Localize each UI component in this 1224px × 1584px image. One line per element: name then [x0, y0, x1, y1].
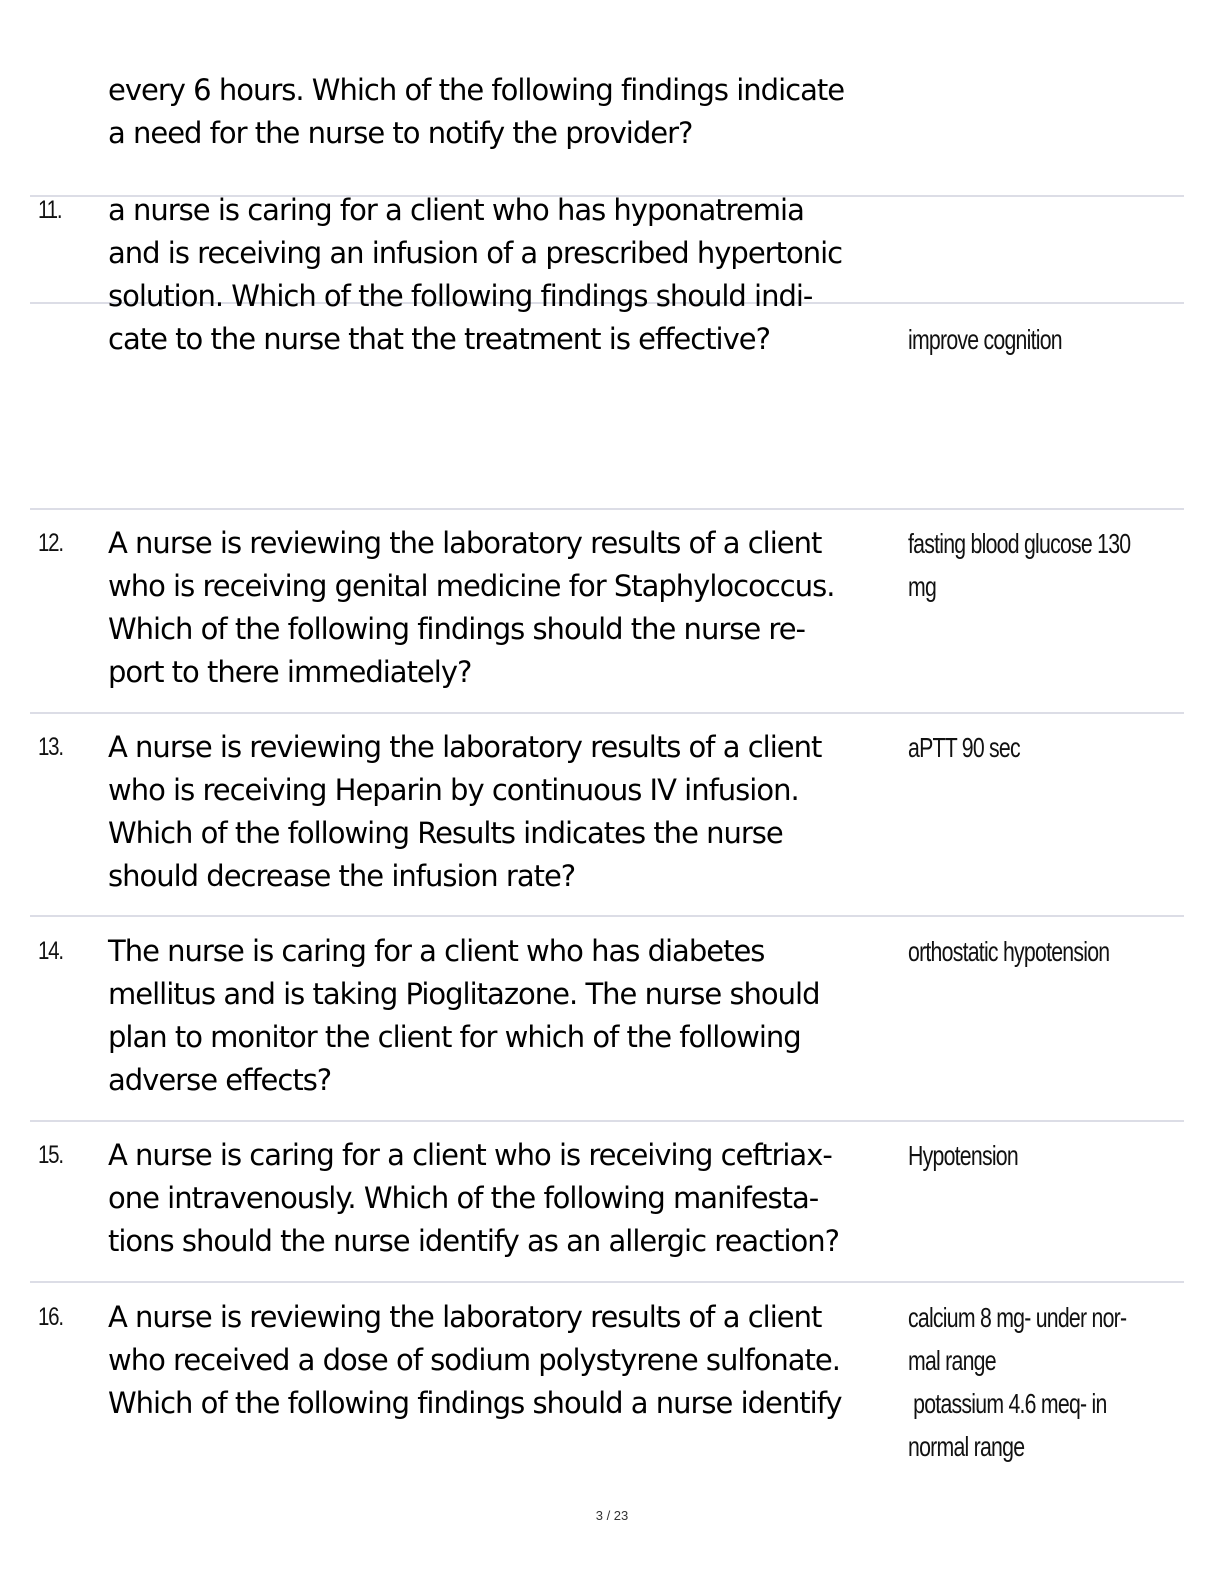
question-text-line: cate to the nurse that the treatment is effective? [108, 322, 771, 356]
question-text-line: A nurse is reviewing the laboratory results of a client [108, 1300, 822, 1334]
answer-text-line: orthostatic hypotension [908, 936, 1110, 967]
answer-text [908, 1134, 1212, 1177]
question-number: 12. [38, 529, 63, 557]
row-divider [30, 508, 1184, 510]
answer-text [908, 318, 1212, 361]
question-text-line: Which of the following Results indicates the nurse [108, 816, 783, 850]
row-divider [30, 1120, 1184, 1122]
question-text-line: port to there immediately? [108, 655, 472, 689]
question-text-line: plan to monitor the client for which of the following [108, 1020, 801, 1054]
question-text-line: a need for the nurse to notify the provider? [108, 116, 693, 150]
question-number: 16. [38, 1303, 63, 1331]
row-divider [30, 712, 1184, 714]
question-text [108, 1296, 908, 1425]
question-text-line: who received a dose of sodium polystyrene sulfonate. [108, 1343, 840, 1377]
question-text-line: solution. Which of the following findings should indi- [108, 279, 813, 313]
question-text-line: should decrease the infusion rate? [108, 859, 576, 893]
answer-text-line: mg [908, 571, 937, 602]
question-text-line: and is receiving an infusion of a prescribed hypertonic [108, 236, 843, 270]
answer-text-line: mal range [908, 1345, 996, 1376]
question-text [108, 522, 908, 694]
question-text-line: A nurse is caring for a client who is receiving ceftriax- [108, 1138, 832, 1172]
answer-text [908, 726, 1212, 769]
question-text [108, 726, 908, 898]
page-indicator: 3 / 23 [595, 1508, 629, 1523]
question-text-line: A nurse is reviewing the laboratory results of a client [108, 526, 822, 560]
answer-text-line: improve cognition [908, 324, 1062, 355]
question-number: 11. [38, 196, 62, 224]
answer-text-line: Hypotension [908, 1140, 1018, 1171]
question-text-line: Which of the following findings should the nurse re- [108, 612, 806, 646]
answer-text [908, 930, 1212, 973]
answer-text [908, 1296, 1212, 1468]
question-text-line: Which of the following findings should a nurse identify [108, 1386, 842, 1420]
question-text [108, 189, 908, 361]
answer-text [908, 522, 1212, 608]
row-divider [30, 1281, 1184, 1283]
question-text [108, 1134, 908, 1263]
question-text-line: tions should the nurse identify as an allergic reaction? [108, 1224, 840, 1258]
answer-text-line: aPTT 90 sec [908, 732, 1020, 763]
answer-text-line: fasting blood glucose 130 [908, 528, 1131, 559]
question-text-line: The nurse is caring for a client who has diabetes [108, 934, 765, 968]
question-text-line: A nurse is reviewing the laboratory results of a client [108, 730, 822, 764]
question-text-line: every 6 hours. Which of the following findings indicate [108, 73, 845, 107]
question-text-line: adverse effects? [108, 1063, 332, 1097]
question-text-line: a nurse is caring for a client who has hyponatremia [108, 193, 804, 227]
question-number: 13. [38, 733, 63, 761]
answer-text-line: calcium 8 mg- under nor- [908, 1302, 1127, 1333]
question-text-line: one intravenously. Which of the following manifesta- [108, 1181, 819, 1215]
answer-text-line: normal range [908, 1431, 1025, 1462]
question-text-line: mellitus and is taking Pioglitazone. The nurse should [108, 977, 820, 1011]
row-divider [30, 915, 1184, 917]
question-text-line: who is receiving genital medicine for Staphylococcus. [108, 569, 835, 603]
question-text [108, 930, 908, 1102]
question-number: 15. [38, 1141, 63, 1169]
question-text-line: who is receiving Heparin by continuous IV infusion. [108, 773, 799, 807]
question-10-continuation [108, 69, 908, 155]
answer-text-line: potassium 4.6 meq- in [908, 1388, 1107, 1419]
question-number: 14. [38, 937, 63, 965]
